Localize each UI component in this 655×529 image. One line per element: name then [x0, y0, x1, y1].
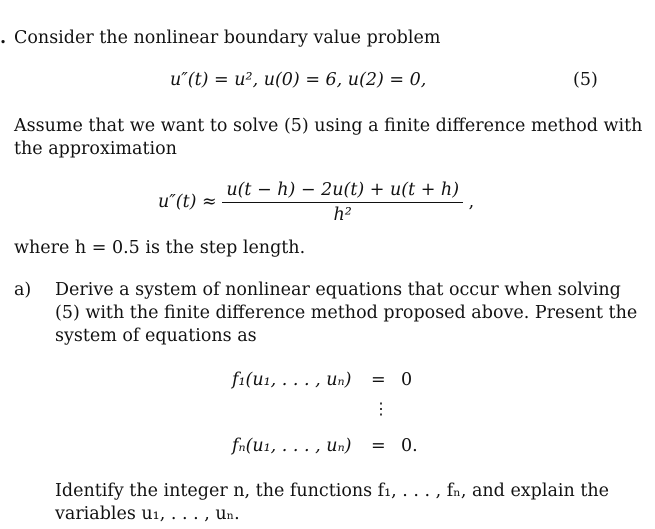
approx-numerator: u(t − h) − 2u(t) + u(t + h)	[222, 180, 463, 203]
equation-f1-rel: =	[371, 370, 386, 390]
approx-lhs: u″(t) ≈	[158, 192, 217, 212]
equation-f1-lhs: f₁(u₁, . . . , uₙ)	[232, 370, 352, 390]
approx-denominator: h²	[333, 205, 352, 225]
equation-f1-rhs: 0	[401, 370, 413, 390]
bvp-equation: u″(t) = u², u(0) = 6, u(2) = 0,	[170, 70, 427, 90]
identify-line-2: variables u₁, . . . , uₙ.	[55, 504, 240, 524]
equation-fn-lhs: fₙ(u₁, . . . , uₙ)	[232, 436, 352, 456]
approx-comma: ,	[468, 192, 475, 212]
part-a-line-2: (5) with the finite difference method proposed above. Present the	[55, 303, 638, 323]
leading-mark: .	[0, 28, 7, 48]
equation-number: (5)	[573, 70, 598, 90]
approx-fraction	[222, 180, 463, 225]
intro-text: Consider the nonlinear boundary value problem	[14, 28, 441, 48]
part-a-line-1: Derive a system of nonlinear equations that occur when solving	[55, 280, 621, 300]
equation-fn-rhs: 0.	[401, 436, 418, 456]
assume-line-2: the approximation	[14, 139, 177, 159]
identify-line-1: Identify the integer n, the functions f₁, . . . , fₙ, and explain the	[55, 481, 609, 501]
part-a-line-3: system of equations as	[55, 326, 257, 346]
assume-line-1: Assume that we want to solve (5) using a finite difference method with	[14, 116, 643, 136]
part-a-label: a)	[14, 280, 32, 300]
vertical-dots: ⋮	[373, 399, 389, 418]
where-text: where h = 0.5 is the step length.	[14, 238, 306, 258]
equation-fn-rel: =	[371, 436, 386, 456]
approximation-formula	[158, 180, 474, 225]
